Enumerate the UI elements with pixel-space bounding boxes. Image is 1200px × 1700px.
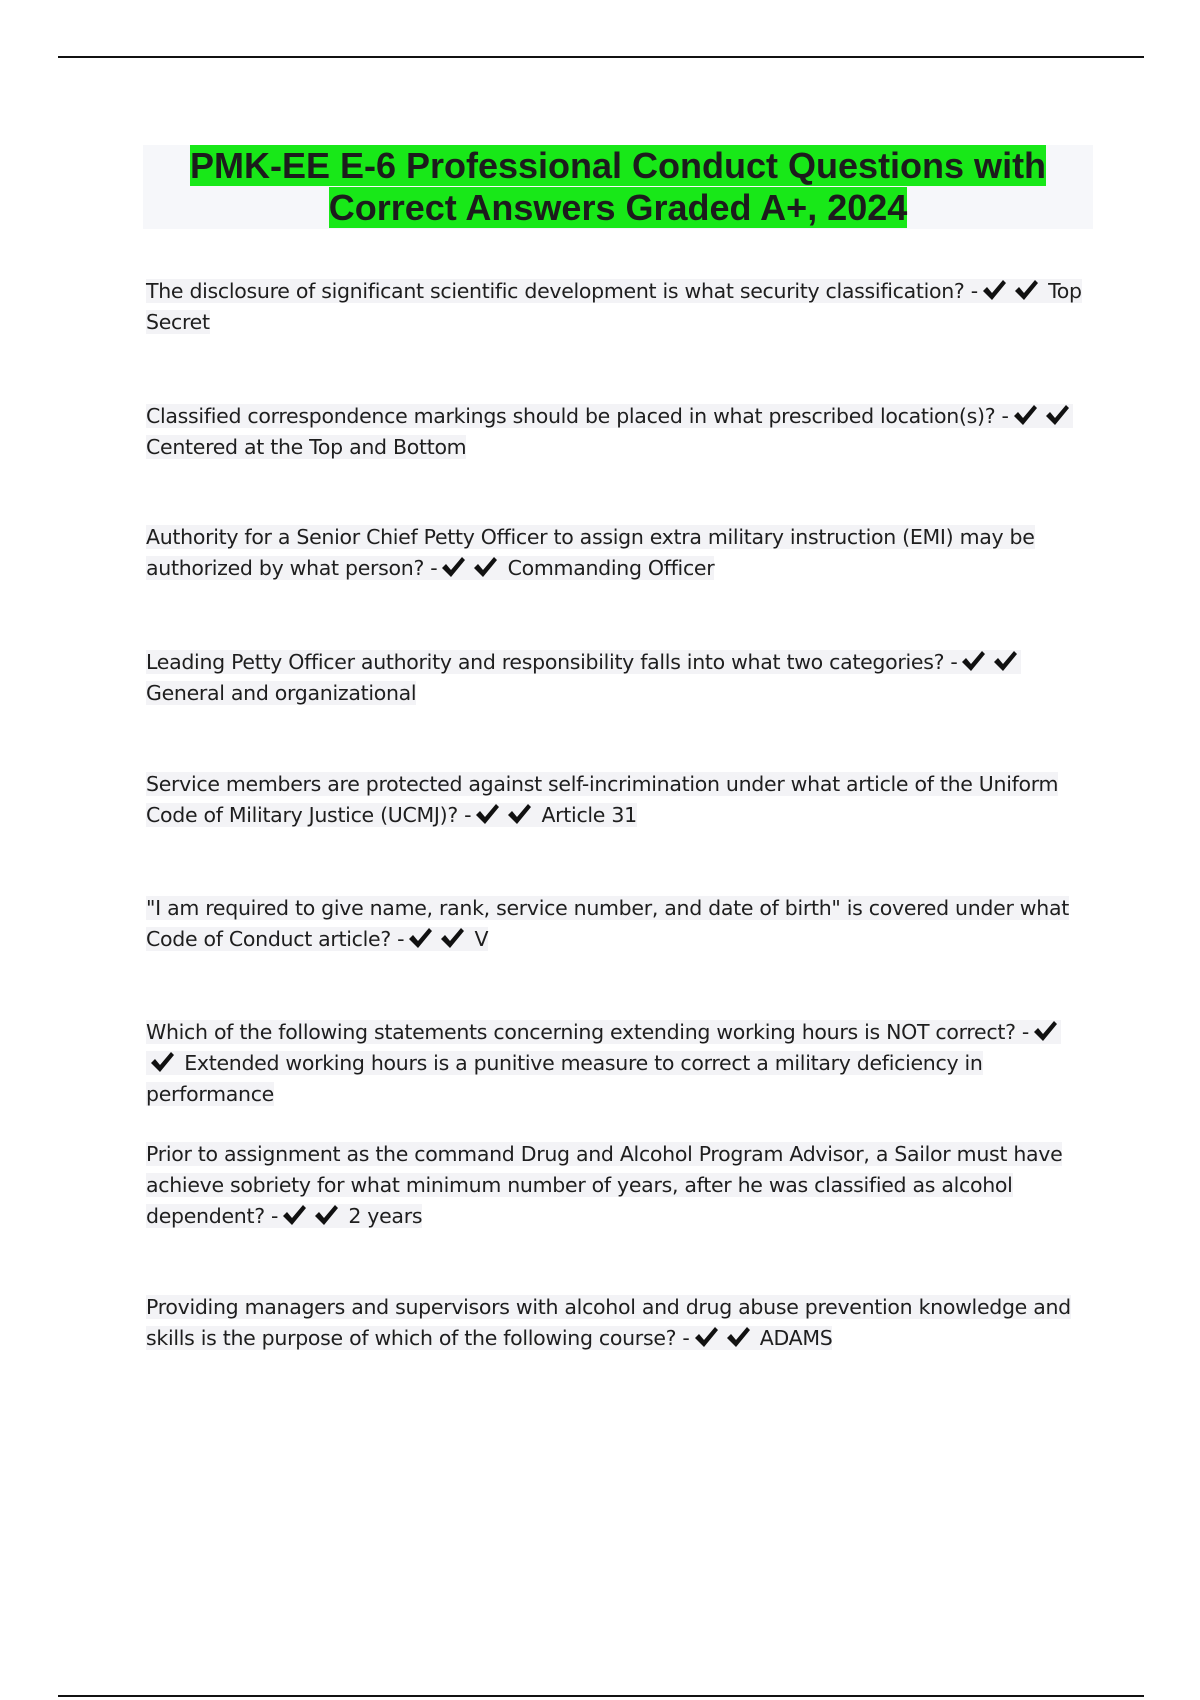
check-icon — [1013, 278, 1039, 302]
qa-item — [146, 1139, 1086, 1232]
qa-item — [146, 1017, 1086, 1110]
separator: - — [390, 927, 405, 951]
separator: - — [264, 1204, 279, 1228]
check-icon — [981, 278, 1007, 302]
check-icon — [506, 802, 532, 826]
check-icon — [1044, 403, 1070, 427]
page-title — [143, 145, 1093, 229]
qa-item — [146, 769, 1086, 831]
check-icon — [407, 926, 433, 950]
question-text: Leading Petty Officer authority and responsibility falls into what two categories? — [146, 650, 945, 674]
check-icon — [474, 802, 500, 826]
qa-item — [146, 1292, 1086, 1354]
question-text: The disclosure of significant scientific development is what security classification? — [146, 279, 965, 303]
separator: - — [964, 279, 978, 303]
answer-text: Centered at the Top and Bottom — [146, 435, 467, 459]
separator: - — [944, 650, 958, 674]
qa-item — [146, 276, 1086, 338]
bottom-rule — [58, 1695, 1144, 1697]
separator: - — [1015, 1020, 1029, 1044]
check-icon — [439, 926, 465, 950]
answer-text: ADAMS — [759, 1326, 833, 1350]
answer-text: Top Secret — [146, 279, 1082, 334]
check-icon — [725, 1325, 751, 1349]
check-icon — [960, 649, 986, 673]
separator: - — [676, 1326, 690, 1350]
answer-text: V — [474, 927, 489, 951]
qa-item — [146, 401, 1086, 463]
top-rule — [58, 56, 1144, 58]
check-icon — [693, 1325, 719, 1349]
answer-text: Commanding Officer — [507, 556, 715, 580]
question-text: Which of the following statements concerning extending working hours is NOT correct? — [146, 1020, 1016, 1044]
question-text: Service members are protected against self-incrimination under what article of the Uniform Code of Military Justice (UCMJ)? — [146, 772, 1059, 827]
qa-item — [146, 522, 1086, 584]
answer-text: 2 years — [348, 1204, 423, 1228]
question-text: Providing managers and supervisors with alcohol and drug abuse prevention knowledge and skills is the purpose of which of the following course? — [146, 1295, 1071, 1350]
check-icon — [313, 1203, 339, 1227]
separator: - — [424, 556, 438, 580]
check-icon — [472, 555, 498, 579]
qa-item — [146, 647, 1086, 709]
answer-text: Article 31 — [541, 803, 637, 827]
separator: - — [995, 404, 1009, 428]
question-text: Classified correspondence markings should be placed in what prescribed location(s)? — [146, 404, 996, 428]
separator: - — [457, 803, 472, 827]
answer-text: General and organizational — [146, 681, 417, 705]
check-icon — [440, 555, 466, 579]
question-text: Authority for a Senior Chief Petty Officer to assign extra military instruction (EMI) may be authorized by what person? — [146, 525, 1035, 580]
check-icon — [1032, 1019, 1058, 1043]
qa-item — [146, 893, 1086, 955]
question-text: "I am required to give name, rank, service number, and date of birth" is covered under what Code of Conduct article? — [146, 896, 1069, 951]
check-icon — [992, 649, 1018, 673]
answer-text: Extended working hours is a punitive measure to correct a military deficiency in performance — [146, 1051, 983, 1106]
question-text: Prior to assignment as the command Drug and Alcohol Program Advisor, a Sailor must have achieve sobriety for what minimum number of years, after he was classified as alcohol dependent? — [146, 1142, 1063, 1228]
check-icon — [281, 1203, 307, 1227]
title-text: PMK-EE E-6 Professional Conduct Questions with Correct Answers Graded A+, 2024 — [189, 145, 1047, 228]
check-icon — [149, 1050, 175, 1074]
check-icon — [1012, 403, 1038, 427]
